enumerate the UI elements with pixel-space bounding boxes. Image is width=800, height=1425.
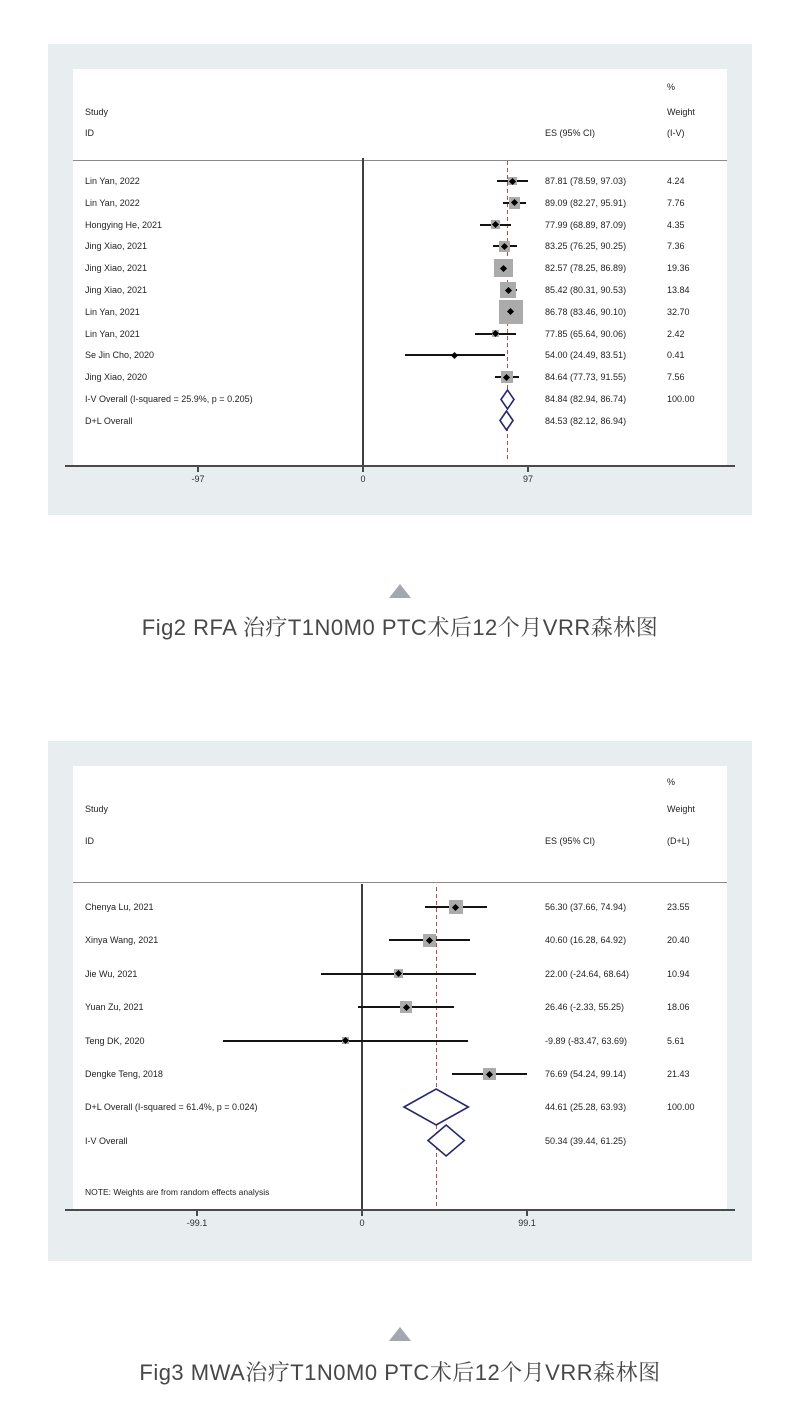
weight-value: 4.24 xyxy=(667,176,685,186)
overall-label: I-V Overall xyxy=(85,1135,128,1146)
study-label: Lin Yan, 2022 xyxy=(85,176,140,186)
es-value: 84.64 (77.73, 91.55) xyxy=(545,372,627,383)
x-axis-tick-mark xyxy=(527,467,529,472)
x-axis-tick-label: 97 xyxy=(522,474,533,484)
weight-value: 20.40 xyxy=(667,935,690,946)
column-header-weight: Weight xyxy=(667,107,695,117)
column-header-percent: % xyxy=(667,82,676,92)
triangle-up-icon xyxy=(389,1327,411,1341)
study-label: Hongying He, 2021 xyxy=(85,219,163,230)
forest-plot-area xyxy=(73,766,727,1211)
weight-value: 2.42 xyxy=(667,328,685,339)
study-label: Jie Wu, 2021 xyxy=(85,968,138,979)
weight-value: 10.94 xyxy=(667,968,690,979)
es-value: 89.09 (82.27, 95.91) xyxy=(545,197,627,208)
x-axis-tick-mark xyxy=(197,467,199,472)
weight-value: 4.35 xyxy=(667,219,685,230)
es-value: -9.89 (-83.47, 63.69) xyxy=(545,1035,628,1046)
overall-label: D+L Overall (I-squared = 61.4%, p = 0.024) xyxy=(85,1102,258,1113)
forest-plot-panel xyxy=(48,44,752,515)
weight-value: 7.76 xyxy=(667,197,685,208)
study-label: Jing Xiao, 2020 xyxy=(85,372,148,383)
es-value: 83.25 (76.25, 90.25) xyxy=(545,241,627,252)
header-separator-line xyxy=(73,160,727,161)
overall-diamond xyxy=(426,1123,466,1158)
study-label: Lin Yan, 2021 xyxy=(85,306,140,317)
forest-plot-area xyxy=(73,69,727,467)
weight-value: 13.84 xyxy=(667,285,690,295)
column-header-id: ID xyxy=(85,836,94,846)
column-header-study: Study xyxy=(85,804,109,814)
study-label: Xinya Wang, 2021 xyxy=(85,935,159,946)
es-value: 56.30 (37.66, 74.94) xyxy=(545,902,627,912)
es-value: 84.84 (82.94, 86.74) xyxy=(545,394,627,404)
triangle-up-icon xyxy=(389,584,411,598)
zero-line xyxy=(362,158,364,465)
study-label: Dengke Teng, 2018 xyxy=(85,1069,163,1079)
es-value: 26.46 (-2.33, 55.25) xyxy=(545,1002,625,1013)
study-label: Se Jin Cho, 2020 xyxy=(85,350,155,361)
es-value: 77.85 (65.64, 90.06) xyxy=(545,328,627,339)
figure-caption: Fig2 RFA 治疗T1N0M0 PTC术后12个月VRR森林图 xyxy=(141,615,659,640)
column-header-weight-method: (D+L) xyxy=(667,836,690,846)
study-label: Jing Xiao, 2021 xyxy=(85,285,148,295)
es-value: 50.34 (39.44, 61.25) xyxy=(545,1135,627,1146)
study-label: Teng DK, 2020 xyxy=(85,1035,145,1046)
zero-line xyxy=(361,884,363,1209)
weight-value: 0.41 xyxy=(667,350,685,361)
x-axis-tick-mark xyxy=(362,467,364,472)
es-value: 82.57 (78.25, 86.89) xyxy=(545,263,627,274)
weight-value: 7.56 xyxy=(667,372,685,383)
column-header-weight: Weight xyxy=(667,804,695,814)
x-axis-tick-label: -97 xyxy=(191,474,205,484)
study-label: Jing Xiao, 2021 xyxy=(85,263,148,274)
es-value: 54.00 (24.49, 83.51) xyxy=(545,350,627,361)
overall-label: I-V Overall (I-squared = 25.9%, p = 0.205) xyxy=(85,394,253,404)
overall-label: D+L Overall xyxy=(85,415,133,426)
forest-plot-panel xyxy=(48,741,752,1261)
x-axis-tick-label: 99.1 xyxy=(518,1218,536,1228)
weight-value: 32.70 xyxy=(667,306,690,317)
es-value: 40.60 (16.28, 64.92) xyxy=(545,935,627,946)
column-header-study: Study xyxy=(85,107,109,117)
x-axis-tick-mark xyxy=(196,1211,198,1216)
study-label: Lin Yan, 2021 xyxy=(85,328,140,339)
x-axis-tick-mark xyxy=(361,1211,363,1216)
overall-diamond xyxy=(402,1087,470,1127)
column-header-id: ID xyxy=(85,128,94,138)
weight-value: 18.06 xyxy=(667,1002,690,1013)
weight-value: 19.36 xyxy=(667,263,690,274)
weight-value: 7.36 xyxy=(667,241,685,252)
es-value: 22.00 (-24.64, 68.64) xyxy=(545,968,630,979)
es-value: 76.69 (54.24, 99.14) xyxy=(545,1069,627,1079)
weights-note: NOTE: Weights are from random effects analysis xyxy=(85,1187,270,1197)
study-label: Jing Xiao, 2021 xyxy=(85,241,148,252)
weight-value: 100.00 xyxy=(667,1102,695,1113)
es-value: 77.99 (68.89, 87.09) xyxy=(545,219,627,230)
es-value: 87.81 (78.59, 97.03) xyxy=(545,176,627,186)
weight-value: 23.55 xyxy=(667,902,690,912)
column-header-es: ES (95% CI) xyxy=(545,128,596,138)
study-label: Yuan Zu, 2021 xyxy=(85,1002,144,1013)
x-axis-line xyxy=(65,1209,735,1211)
x-axis-tick-mark xyxy=(526,1211,528,1216)
header-separator-line xyxy=(73,882,727,883)
x-axis-line xyxy=(65,465,735,467)
study-label: Chenya Lu, 2021 xyxy=(85,902,154,912)
overall-diamond xyxy=(499,388,516,411)
weight-value: 5.61 xyxy=(667,1035,685,1046)
figure-caption: Fig3 MWA治疗T1N0M0 PTC术后12个月VRR森林图 xyxy=(139,1360,661,1385)
x-axis-tick-label: 0 xyxy=(359,1218,365,1228)
es-value: 44.61 (25.28, 63.93) xyxy=(545,1102,627,1113)
es-value: 86.78 (83.46, 90.10) xyxy=(545,306,627,317)
es-value: 85.42 (80.31, 90.53) xyxy=(545,285,627,295)
overall-diamond xyxy=(498,409,515,432)
weight-value: 100.00 xyxy=(667,394,695,404)
study-label: Lin Yan, 2022 xyxy=(85,197,140,208)
column-header-weight-method: (I-V) xyxy=(667,128,685,138)
column-header-percent: % xyxy=(667,777,676,787)
x-axis-tick-label: -99.1 xyxy=(186,1218,208,1228)
es-value: 84.53 (82.12, 86.94) xyxy=(545,415,627,426)
x-axis-tick-label: 0 xyxy=(360,474,366,484)
effect-point xyxy=(451,352,458,359)
column-header-es: ES (95% CI) xyxy=(545,836,596,846)
weight-value: 21.43 xyxy=(667,1069,690,1079)
